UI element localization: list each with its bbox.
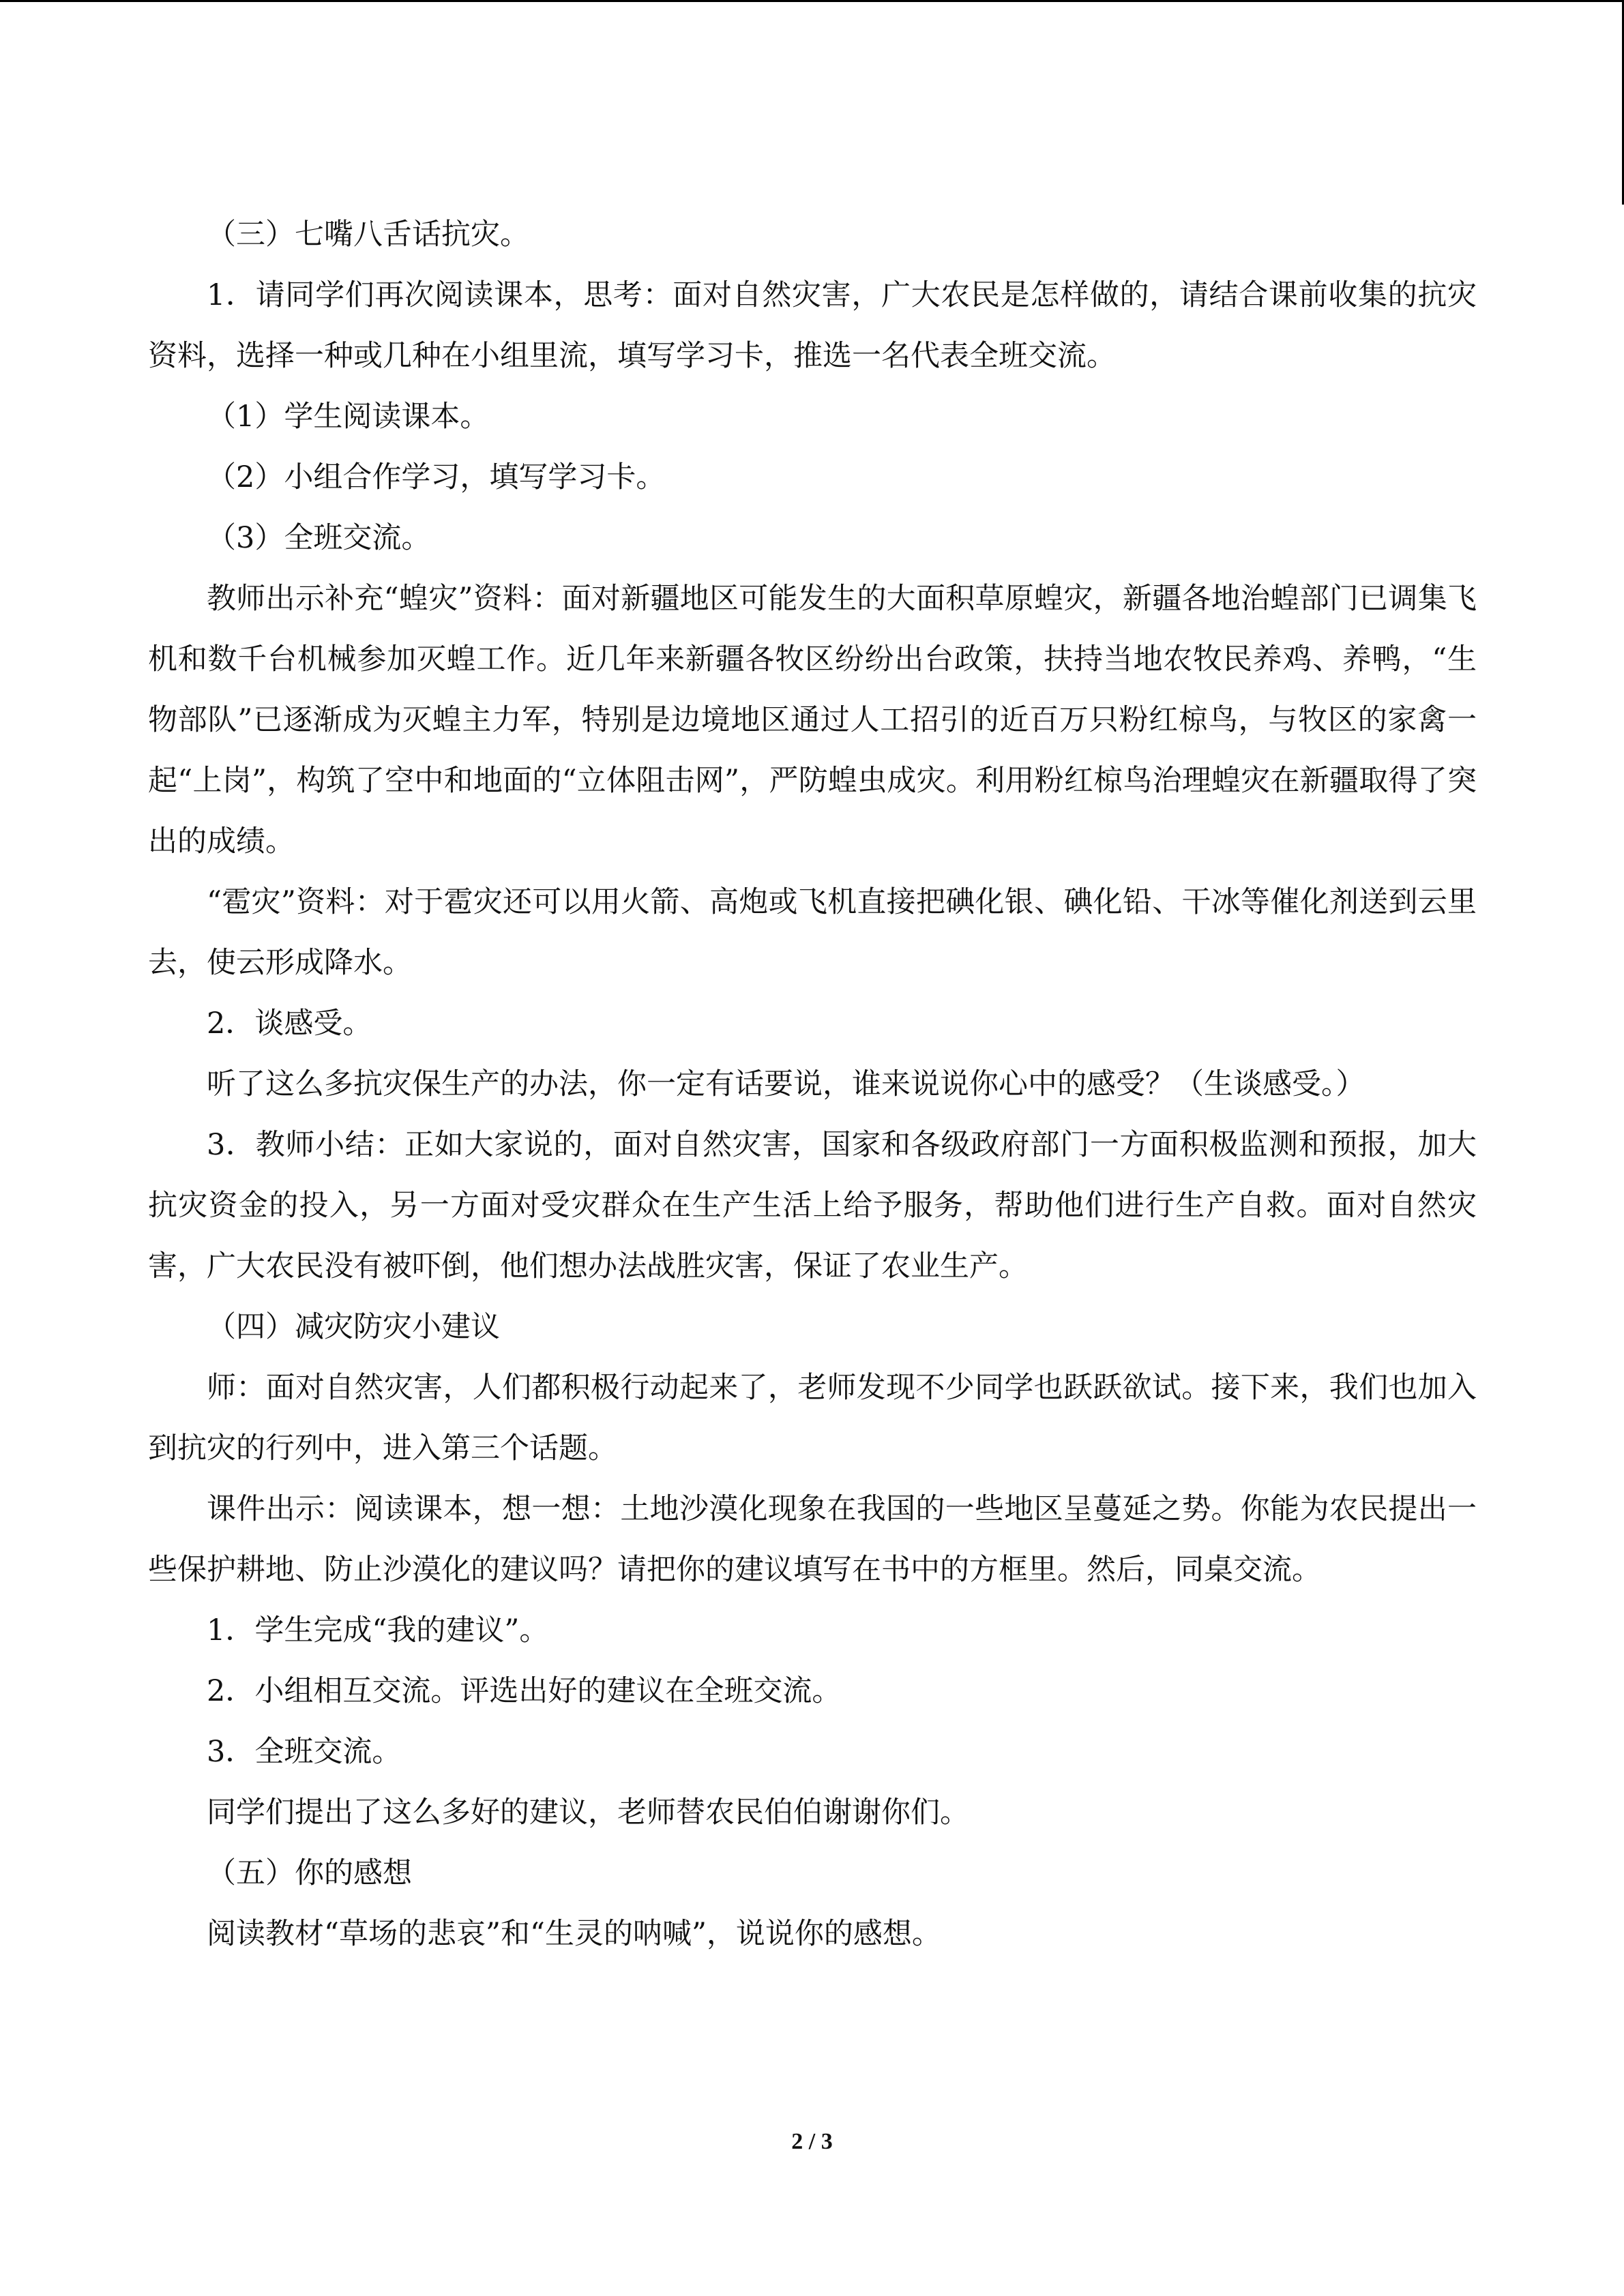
- paragraph-subitem-1: （1）学生阅读课本。: [207, 400, 490, 434]
- paragraph-reading-task: 阅读教材“草场的悲哀”和“生灵的呐喊”，说说你的感想。: [207, 1917, 941, 1951]
- paragraph-teacher-summary: 3．教师小结：正如大家说的，面对自然灾害，国家和各级政府部门一方面积极监测和预报，加大抗灾资金的投入，另一方面对受灾群众在生产生活上给予服务，帮助他们进行生产自救。面对自然灾害，广大农民没有被吓倒，他们想办法战胜灾害，保证了农业生产。: [148, 1128, 1477, 1283]
- paragraph-subitem-3: （3）全班交流。: [207, 521, 431, 555]
- paragraph-subitem-2: （2）小组合作学习，填写学习卡。: [207, 460, 666, 494]
- paragraph-feelings-prompt: 听了这么多抗灾保生产的办法，你一定有话要说，谁来说说你心中的感受？（生谈感受。）: [207, 1067, 1365, 1101]
- top-border-line: [0, 0, 1624, 2]
- paragraph-courseware: 课件出示：阅读课本，想一想：土地沙漠化现象在我国的一些地区呈蔓延之势。你能为农民提出一些保护耕地、防止沙漠化的建议吗？请把你的建议填写在书中的方框里。然后，同桌交流。: [148, 1492, 1477, 1587]
- page-number: 2 / 3: [791, 2129, 833, 2154]
- paragraph-step-1: 1．学生完成“我的建议”。: [207, 1613, 549, 1648]
- paragraph-step-2: 2．小组相互交流。评选出好的建议在全班交流。: [207, 1674, 842, 1708]
- paragraph-item-1: 1．请同学们再次阅读课本，思考：面对自然灾害，广大农民是怎样做的，请结合课前收集的抗灾资料，选择一种或几种在小组里流，填写学习卡，推选一名代表全班交流。: [148, 278, 1477, 373]
- paragraph-hail-material: “雹灾”资料：对于雹灾还可以用火箭、高炮或飞机直接把碘化银、碘化铅、干冰等催化剂送到云里去，使云形成降水。: [148, 885, 1477, 980]
- section-heading-3: （三）七嘴八舌话抗灾。: [207, 218, 529, 252]
- section-heading-4: （四）减灾防灾小建议: [207, 1310, 500, 1344]
- paragraph-thanks: 同学们提出了这么多好的建议，老师替农民伯伯谢谢你们。: [207, 1795, 969, 1830]
- paragraph-item-2: 2．谈感受。: [207, 1007, 372, 1041]
- section-heading-5: （五）你的感想: [207, 1856, 412, 1890]
- paragraph-locust-material: 教师出示补充“蝗灾”资料：面对新疆地区可能发生的大面积草原蝗灾，新疆各地治蝗部门已调集飞机和数千台机械参加灭蝗工作。近几年来新疆各牧区纷纷出台政策，扶持当地农牧民养鸡、养鸭，“生物部队”已逐渐成为灭蝗主力军，特别是边境地区通过人工招引的近百万只粉红椋鸟，与牧区的家禽一起“上岗”，构筑了空中和地面的“立体阻击网”，严防蝗虫成灾。利用粉红椋鸟治理蝗灾在新疆取得了突出的成绩。: [148, 582, 1477, 859]
- document-body: [148, 205, 1477, 1965]
- paragraph-step-3: 3．全班交流。: [207, 1735, 402, 1769]
- paragraph-teacher-intro: 师：面对自然灾害，人们都积极行动起来了，老师发现不少同学也跃跃欲试。接下来，我们也加入到抗灾的行列中，进入第三个话题。: [148, 1371, 1477, 1465]
